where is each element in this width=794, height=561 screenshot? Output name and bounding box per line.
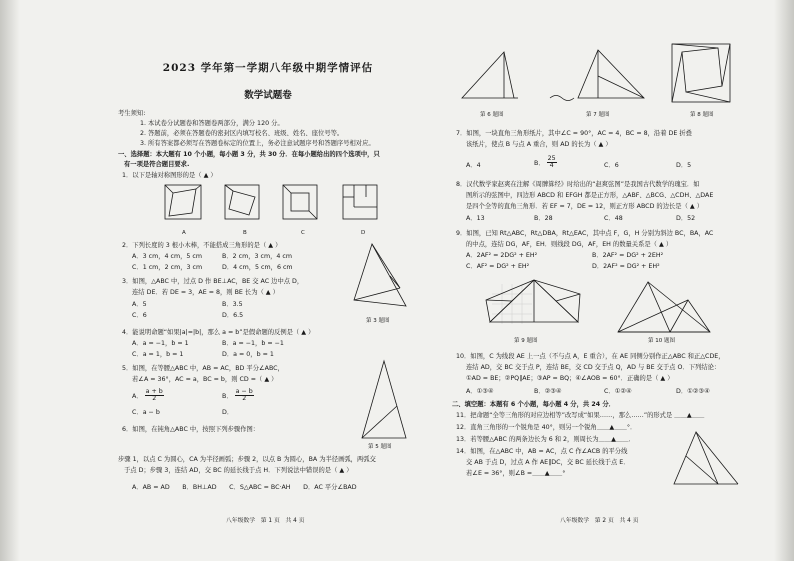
left-edge-shadow: [0, 0, 20, 561]
section-choice-heading-cont: 有一项是符合题目要求.: [124, 161, 190, 168]
q2-option-a: A．3 cm，4 cm，5 cm: [132, 253, 203, 260]
page-2: [452, 40, 742, 550]
question-6-options: A．AB = AD B．BH⊥AD C．S△ABC = BC·AH D．AC 平分∠BAD: [132, 484, 357, 491]
question-7-line1: 7．如图，一块直角三角形纸片，其中∠C = 90°，AC = 4，BC = 8，沿着 DE 折叠: [456, 130, 692, 137]
q4-option-c: C．a = 1，b = 1: [132, 351, 184, 358]
question-11: [456, 412, 704, 420]
q3-option-c: C．6: [132, 312, 147, 319]
q9-option-c: C．AF² = DG² + EH²: [466, 263, 530, 270]
q5-option-a: [132, 389, 164, 403]
fraction-numerator: 25: [547, 155, 556, 162]
page-1: [118, 40, 418, 550]
question-10-line2: 连结 AD，交 BC 交于点 P，连结 BE，交 CD 交于点 Q，AD 与 BE 交于点 O．下列结论：: [466, 364, 721, 371]
figure-q8: [668, 40, 734, 108]
q1-label-b: B: [243, 230, 247, 236]
q4-option-d: D．a = 0，b = 1: [222, 351, 274, 358]
question-13: 13．若等腰△ABC 的两条边长为 6 和 2，则周长为＿＿▲＿＿．: [456, 436, 635, 443]
q3-option-a: A．5: [132, 301, 147, 308]
figure-q7: [548, 44, 648, 106]
q5-option-b-fraction: [235, 389, 254, 403]
question-5-line1: 5．如图，在等腰△ABC 中，AB = AC，BD 平分∠ABC，: [122, 365, 284, 372]
q1-label-c: C: [301, 230, 305, 236]
q1-label-d: D: [361, 230, 366, 236]
figure-q9-caption: 第 9 题图: [514, 338, 538, 344]
q10-option-d: D．①②③④: [676, 388, 710, 395]
question-9-line2: 的中点，连结 DG，AF，EH．则线段 DG，AF，EH 的数量关系是（ ▲ ）: [466, 241, 673, 248]
fraction-denominator: 2: [242, 395, 247, 403]
q3-option-b: B．3.5: [222, 301, 243, 308]
q5-option-c: C．a − b: [132, 409, 160, 416]
q8-option-d: D．52: [676, 215, 696, 222]
question-2: 2．下列长度的 3 根小木棒，不能搭成三角形的是（ ▲ ）: [122, 242, 282, 249]
q1-figure-a: [165, 185, 201, 219]
q1-figure-c: [283, 185, 317, 219]
answer-marker: ▲: [686, 412, 692, 419]
section-choice-heading: 一、选择题：本大题有 10 个小题，每小题 3 分，共 30 分．在每小题给出的四个选项中，只: [118, 151, 380, 158]
q1-figures: [163, 183, 398, 227]
figure-q10-caption: 第 10 题图: [648, 338, 675, 344]
fraction-denominator: 4: [549, 162, 554, 170]
figure-q5: [354, 358, 412, 444]
q7-option-a: A．4: [466, 162, 481, 169]
figure-q7-caption: 第 7 题图: [586, 112, 610, 118]
q9-option-d: D．2AF² = DG² + EH²: [592, 263, 660, 270]
q5-option-b-label: B．: [222, 392, 233, 400]
page-2-footer: 八年级数学 第 2 页 共 4 页: [560, 518, 639, 524]
q5-option-a-fraction: [145, 389, 164, 403]
notice-line: 2. 答题前，必须在答题卷的密封区内填写校名、班级、姓名、座位号等。: [140, 130, 344, 137]
q9-option-a: A．2AF² = 2DG² + EH²: [466, 252, 538, 259]
exam-subtitle: 数学试题卷: [244, 90, 292, 101]
question-14-line3: 若∠E = 36°，则∠B =＿＿▲＿＿°: [466, 470, 566, 477]
page-1-footer: 八年级数学 第 1 页 共 4 页: [226, 518, 305, 524]
figure-q9: [482, 276, 584, 336]
question-3-line2: 连结 DE．若 DE = 3，AE = 8，则 BE 长为（ ▲ ）: [132, 289, 279, 296]
question-11-text: 11．把命题“全等三角形的对应边相等”改写成“如果……，那么……”的形式是: [456, 412, 673, 419]
q8-option-b: B．28: [534, 215, 553, 222]
question-4: 4．能说明命题“如果|a|=|b|，那么 a = b”是假命题的反例是（ ▲ ）: [122, 329, 315, 336]
question-6-line3: 于点 D；步骤 3，连结 AD，交 BC 的延长线于点 H．下列说法中错误的是（ ▲ ）: [124, 467, 353, 474]
fraction-numerator: a + b: [145, 388, 163, 395]
question-1: 1．以下是轴对称图形的是（ ▲ ）: [122, 172, 217, 179]
question-7-line2: 该纸片，使点 B 与点 A 重合，则 AD 的长为（ ▲ ）: [466, 141, 612, 148]
q8-option-c: C．48: [604, 215, 623, 222]
q9-option-b: B．2AF² = DG² + 2EH²: [592, 252, 664, 259]
q4-option-a: A．a = −1，b = 1: [132, 340, 189, 347]
q10-option-a: A．①③④: [466, 388, 494, 395]
question-14-line1: 14．如图，在△ABC 中，AB = AC，点 C 作∠ACB 的平分线: [456, 448, 628, 455]
fraction-numerator: a − b: [235, 388, 253, 395]
q2-option-b: B．2 cm，3 cm，4 cm: [222, 253, 293, 260]
q3-option-d: D．6.5: [222, 312, 244, 319]
question-6-line1: 6．如图，在钝角△ABC 中，按照下列步骤作图：: [122, 426, 260, 433]
question-8-line3: 是四个全等的直角三角形．若 EF = 7，DE = 12，则正方形 ABCD 的边长是（ ▲ ）: [466, 203, 704, 210]
q5-option-a-label: A．: [132, 392, 143, 400]
question-10-line3: ①AD = BE；②PQ∥AE；③AP = BQ；④∠AOB = 60°．正确的是（ ▲ ）: [466, 375, 674, 382]
figure-q14: [670, 428, 742, 492]
question-6-line2: 步骤 1，以点 C 为圆心，CA 为半径画弧；步骤 2，以点 B 为圆心，BA 为半径画弧，两弧交: [118, 456, 376, 463]
fraction-denominator: 2: [152, 395, 157, 403]
figure-q5-caption: 第 5 题图: [368, 444, 392, 450]
q7-option-b: [534, 156, 557, 170]
exam-title: 2023 学年第一学期八年级中期学情评估: [162, 62, 374, 74]
q1-label-a: A: [182, 230, 186, 236]
question-12: 12．直角三角形的一个锐角是 40°，则另一个锐角＿＿▲＿＿°．: [456, 424, 637, 431]
q1-figure-d: [343, 185, 377, 219]
q2-option-c: C．1 cm，2 cm，3 cm: [132, 264, 203, 271]
right-edge-shadow: [774, 0, 794, 561]
figure-q8-caption: 第 8 题图: [690, 112, 714, 118]
q7-option-c: C．6: [604, 162, 619, 169]
question-10-line1: 10．如图，C 为线段 AE 上一点（不与点 A，E 重合），在 AE 同侧分别作正△ABC 和正△CDE，: [456, 353, 725, 360]
section-fill-heading: 二、填空题：本题有 6 个小题，每小题 4 分，共 24 分．: [452, 401, 615, 408]
q11-answer-blank: ＿＿▲＿＿: [674, 412, 705, 419]
q10-option-b: B．②③④: [534, 388, 562, 395]
notice-line: 1. 本试卷分试题卷和答题卷两部分，满分 120 分。: [140, 120, 284, 127]
q1-figure-b: [225, 185, 259, 219]
figure-q6-caption: 第 6 题图: [480, 112, 504, 118]
question-9-line1: 9．如图，已知 Rt△ABC，Rt△DBA，Rt△EAC，其中点 F，G，H 分别为斜边 BC，BA，AC: [456, 230, 714, 237]
notice-title: 考生须知:: [118, 110, 146, 117]
q7-option-b-fraction: [547, 156, 557, 170]
question-5-line2: 若∠A = 36°，AC = a，BC = b，则 CD =（ ▲ ）: [132, 376, 278, 383]
q8-option-a: A．13: [466, 215, 485, 222]
q5-option-d: D．: [222, 409, 234, 416]
figure-q9-grid: [492, 284, 532, 324]
q5-option-b: [222, 389, 254, 403]
q7-option-d: D．5: [676, 162, 692, 169]
figure-q6: [458, 48, 520, 104]
notice-line: 3. 所有答案都必须写在答题卷标定的位置上，务必注意试题序号和答题序号相对应。: [140, 140, 375, 147]
figure-q3: [350, 240, 414, 316]
q10-option-c: C．①②④: [604, 388, 632, 395]
question-14-line2: 交 AB 于点 D，过点 A 作 AE∥DC，交 BC 延长线于点 E．: [466, 459, 630, 466]
question-8-line2: 图所示的弦图中，四边形 ABCD 和 EFGH 都是正方形，△ABF、△BCG、△CDH、△DAE: [466, 192, 714, 199]
figure-q3-caption: 第 3 题图: [366, 318, 390, 324]
q2-option-d: D．4 cm，5 cm，6 cm: [222, 264, 293, 271]
q4-option-b: B．a = −1，b = −1: [222, 340, 284, 347]
figure-q10: [614, 278, 714, 336]
question-3-line1: 3．如图，△ABC 中，过点 D 作 BE⊥AC，BE 交 AC 边中点 D，: [122, 278, 304, 285]
q7-option-b-label: B．: [534, 159, 545, 167]
question-8-line1: 8．汉代数学家赵爽在注解《周髀算经》时给出的“赵爽弦图”是我国古代数学的瑰宝．如: [456, 181, 700, 188]
